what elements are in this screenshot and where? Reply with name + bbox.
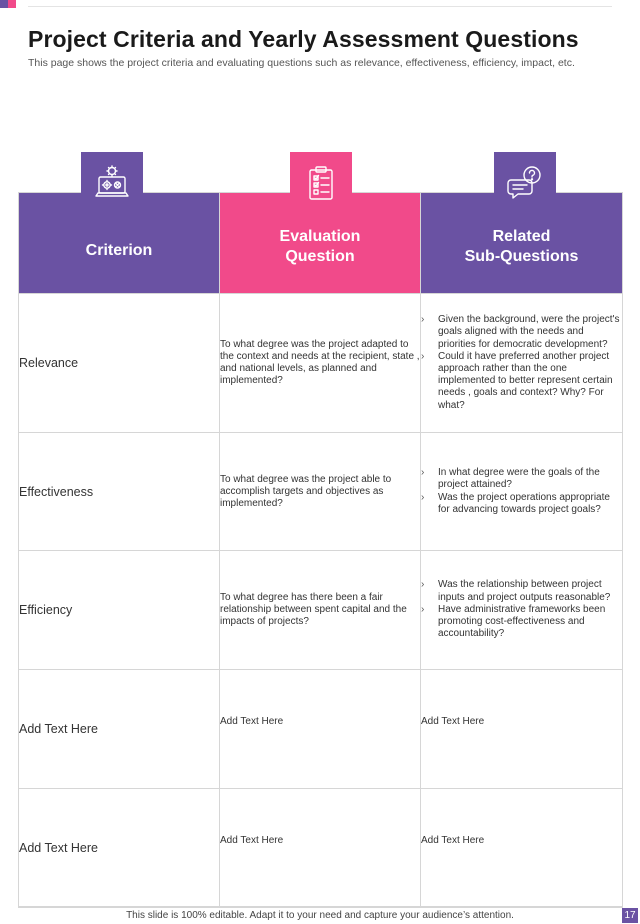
criterion-cell: Effectiveness <box>19 433 220 551</box>
header-evaluation-line2: Question <box>285 248 355 265</box>
header-related-line1: Related <box>492 228 551 245</box>
top-divider <box>28 6 612 7</box>
question-chat-icon <box>505 163 545 203</box>
evaluation-cell: To what degree has there been a fair relationship between spent capital and the impacts of projects? <box>220 551 421 670</box>
footer-note: This slide is 100% editable. Adapt it to your need and capture your audience’s attention. <box>126 910 514 921</box>
criterion-cell: Relevance <box>19 294 220 433</box>
table-row <box>19 433 623 551</box>
criteria-table <box>18 192 623 908</box>
subquestion-item: › Have administrative frameworks been promoting cost-effectiveness and accountability? <box>421 604 622 641</box>
subquestion-item: › Could it have preferred another project approach rather than the one implemented to better represent certain needs , goals and context? Why? For what? <box>421 351 622 412</box>
checklist-clipboard-icon-box <box>290 152 352 214</box>
criterion-cell: Efficiency <box>19 551 220 670</box>
gears-laptop-icon <box>92 163 132 203</box>
header-evaluation-line1: Evaluation <box>279 228 361 245</box>
subquestion-item: › Was the relationship between project inputs and project outputs reasonable? <box>421 579 622 603</box>
table-row <box>19 551 623 670</box>
evaluation-cell: Add Text Here <box>220 789 421 908</box>
evaluation-cell: Add Text Here <box>220 670 421 789</box>
criterion-cell: Add Text Here <box>19 789 220 908</box>
header-criterion-label: Criterion <box>85 242 153 259</box>
page-subtitle: This page shows the project criteria and evaluating questions such as relevance, effectiveness, efficiency, impact, etc. <box>28 57 575 69</box>
evaluation-cell: To what degree was the project able to accomplish targets and objectives as implemented? <box>220 433 421 551</box>
corner-square-pink <box>8 0 16 8</box>
table-row <box>19 789 623 908</box>
checklist-clipboard-icon <box>301 163 341 203</box>
page-number: 17 <box>622 908 638 923</box>
corner-accent <box>0 0 16 8</box>
related-cell: Add Text Here <box>421 789 623 908</box>
header-related-line2: Sub-Questions <box>464 248 579 265</box>
table-row <box>19 294 623 433</box>
related-cell: Add Text Here <box>421 670 623 789</box>
question-chat-icon-box <box>494 152 556 214</box>
table-row <box>19 670 623 789</box>
page-title: Project Criteria and Yearly Assessment Questions <box>28 26 579 52</box>
subquestions-cell <box>421 294 623 433</box>
footer-divider <box>18 906 622 907</box>
subquestion-item: › In what degree were the goals of the project attained? <box>421 467 622 491</box>
subquestions-cell <box>421 433 623 551</box>
subquestion-item: › Was the project operations appropriate for advancing towards project goals? <box>421 492 622 516</box>
gears-laptop-icon-box <box>81 152 143 214</box>
subquestions-cell <box>421 551 623 670</box>
criterion-cell: Add Text Here <box>19 670 220 789</box>
corner-square-purple <box>0 0 8 8</box>
subquestion-item: › Given the background, were the project's goals aligned with the needs and priorities for democratic development? <box>421 314 622 351</box>
evaluation-cell: To what degree was the project adapted to the context and needs at the recipient, state , and national levels, as planned and implemented? <box>220 294 421 433</box>
